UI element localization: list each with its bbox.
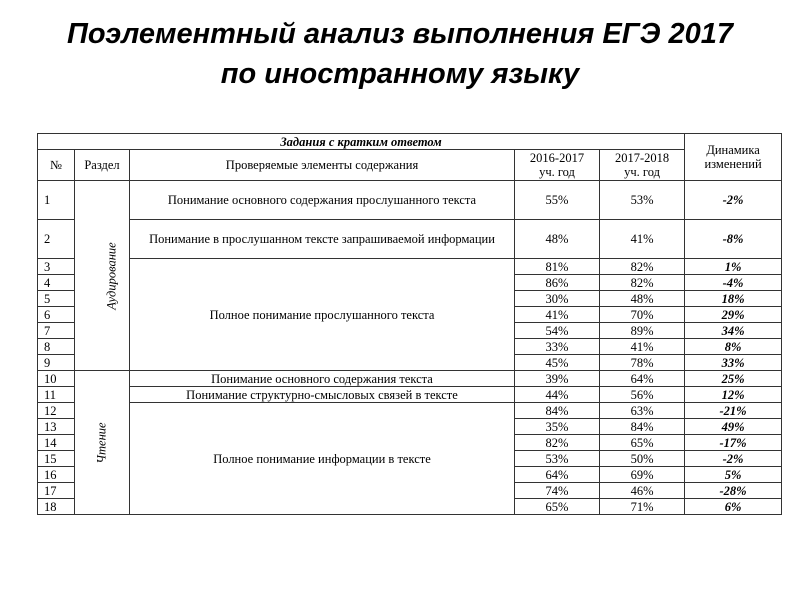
year2-value: 70%: [600, 307, 685, 323]
dynamics-value: 49%: [685, 419, 782, 435]
dynamics-value: 6%: [685, 499, 782, 515]
dynamics-value: -28%: [685, 483, 782, 499]
dynamics-value: 29%: [685, 307, 782, 323]
year2-value: 89%: [600, 323, 685, 339]
element-cell: Понимание основного содержания прослушанного текста: [130, 181, 515, 220]
row-number: 10: [38, 371, 75, 387]
year2-value: 64%: [600, 371, 685, 387]
header-year-2016: [515, 150, 600, 181]
header-elements: Проверяемые элементы содержания: [130, 150, 515, 181]
year2-value: 41%: [600, 220, 685, 259]
year1-value: 44%: [515, 387, 600, 403]
year1-value: 41%: [515, 307, 600, 323]
year1-value: 82%: [515, 435, 600, 451]
year1-value: 48%: [515, 220, 600, 259]
row-number: 14: [38, 435, 75, 451]
row-number: 15: [38, 451, 75, 467]
dynamics-value: -8%: [685, 220, 782, 259]
dynamics-value: -4%: [685, 275, 782, 291]
row-number: 17: [38, 483, 75, 499]
row-number: 4: [38, 275, 75, 291]
dynamics-value: -2%: [685, 451, 782, 467]
table-row: [38, 181, 782, 220]
year2-value: 46%: [600, 483, 685, 499]
year1-value: 45%: [515, 355, 600, 371]
row-number: 5: [38, 291, 75, 307]
header-year-2017: [600, 150, 685, 181]
header-year-2017-line1: 2017-2018: [614, 151, 670, 165]
section-listening: [75, 181, 130, 371]
header-section: Раздел: [75, 150, 130, 181]
row-number: 1: [38, 181, 75, 220]
year1-value: 54%: [515, 323, 600, 339]
dynamics-value: -2%: [685, 181, 782, 220]
year2-value: 82%: [600, 259, 685, 275]
year1-value: 30%: [515, 291, 600, 307]
element-cell: Полное понимание прослушанного текста: [130, 259, 515, 371]
dynamics-value: 8%: [685, 339, 782, 355]
year2-value: 84%: [600, 419, 685, 435]
year1-value: 33%: [515, 339, 600, 355]
header-year-2016-line2: уч. год: [539, 165, 575, 179]
dynamics-value: 1%: [685, 259, 782, 275]
title-line-2: по иностранному языку: [220, 58, 580, 90]
row-number: 8: [38, 339, 75, 355]
element-cell: Понимание структурно-смысловых связей в тексте: [130, 387, 515, 403]
year1-value: 39%: [515, 371, 600, 387]
dynamics-value: 5%: [685, 467, 782, 483]
table-row: [38, 387, 782, 403]
row-number: 18: [38, 499, 75, 515]
element-cell: Понимание основного содержания текста: [130, 371, 515, 387]
header-year-2016-line1: 2016-2017: [529, 151, 585, 165]
table-row: [38, 403, 782, 419]
year2-value: 56%: [600, 387, 685, 403]
dynamics-value: 18%: [685, 291, 782, 307]
year1-value: 84%: [515, 403, 600, 419]
year1-value: 74%: [515, 483, 600, 499]
dynamics-value: 25%: [685, 371, 782, 387]
year1-value: 55%: [515, 181, 600, 220]
row-number: 3: [38, 259, 75, 275]
year2-value: 53%: [600, 181, 685, 220]
section-listening-label: Аудирование: [104, 241, 119, 310]
year2-value: 65%: [600, 435, 685, 451]
year2-value: 50%: [600, 451, 685, 467]
row-number: 9: [38, 355, 75, 371]
year2-value: 78%: [600, 355, 685, 371]
table-row: [38, 220, 782, 259]
section-reading-label: Чтение: [95, 421, 109, 464]
year1-value: 86%: [515, 275, 600, 291]
year2-value: 41%: [600, 339, 685, 355]
header-short-answer: Задания с кратким ответом: [38, 134, 685, 150]
dynamics-value: -17%: [685, 435, 782, 451]
year1-value: 81%: [515, 259, 600, 275]
page-title: [0, 14, 800, 94]
dynamics-value: 33%: [685, 355, 782, 371]
header-dynamics: [685, 134, 782, 181]
row-number: 7: [38, 323, 75, 339]
results-table: [37, 133, 782, 515]
header-dynamics-line2: изменений: [704, 157, 762, 171]
year1-value: 53%: [515, 451, 600, 467]
dynamics-value: 34%: [685, 323, 782, 339]
section-reading: [75, 371, 130, 515]
row-number: 13: [38, 419, 75, 435]
element-cell: Понимание в прослушанном тексте запрашиваемой информации: [130, 220, 515, 259]
table-row: [38, 259, 782, 275]
year2-value: 82%: [600, 275, 685, 291]
row-number: 11: [38, 387, 75, 403]
dynamics-value: -21%: [685, 403, 782, 419]
header-number: №: [38, 150, 75, 181]
year2-value: 63%: [600, 403, 685, 419]
year2-value: 48%: [600, 291, 685, 307]
header-year-2017-line2: уч. год: [624, 165, 660, 179]
row-number: 6: [38, 307, 75, 323]
row-number: 16: [38, 467, 75, 483]
row-number: 2: [38, 220, 75, 259]
dynamics-value: 12%: [685, 387, 782, 403]
year1-value: 65%: [515, 499, 600, 515]
title-line-1: Поэлементный анализ выполнения ЕГЭ 2017: [67, 18, 733, 50]
table-row: [38, 371, 782, 387]
header-dynamics-line1: Динамика: [706, 143, 760, 157]
year1-value: 35%: [515, 419, 600, 435]
year1-value: 64%: [515, 467, 600, 483]
year2-value: 71%: [600, 499, 685, 515]
element-cell: Полное понимание информации в тексте: [130, 403, 515, 515]
year2-value: 69%: [600, 467, 685, 483]
row-number: 12: [38, 403, 75, 419]
